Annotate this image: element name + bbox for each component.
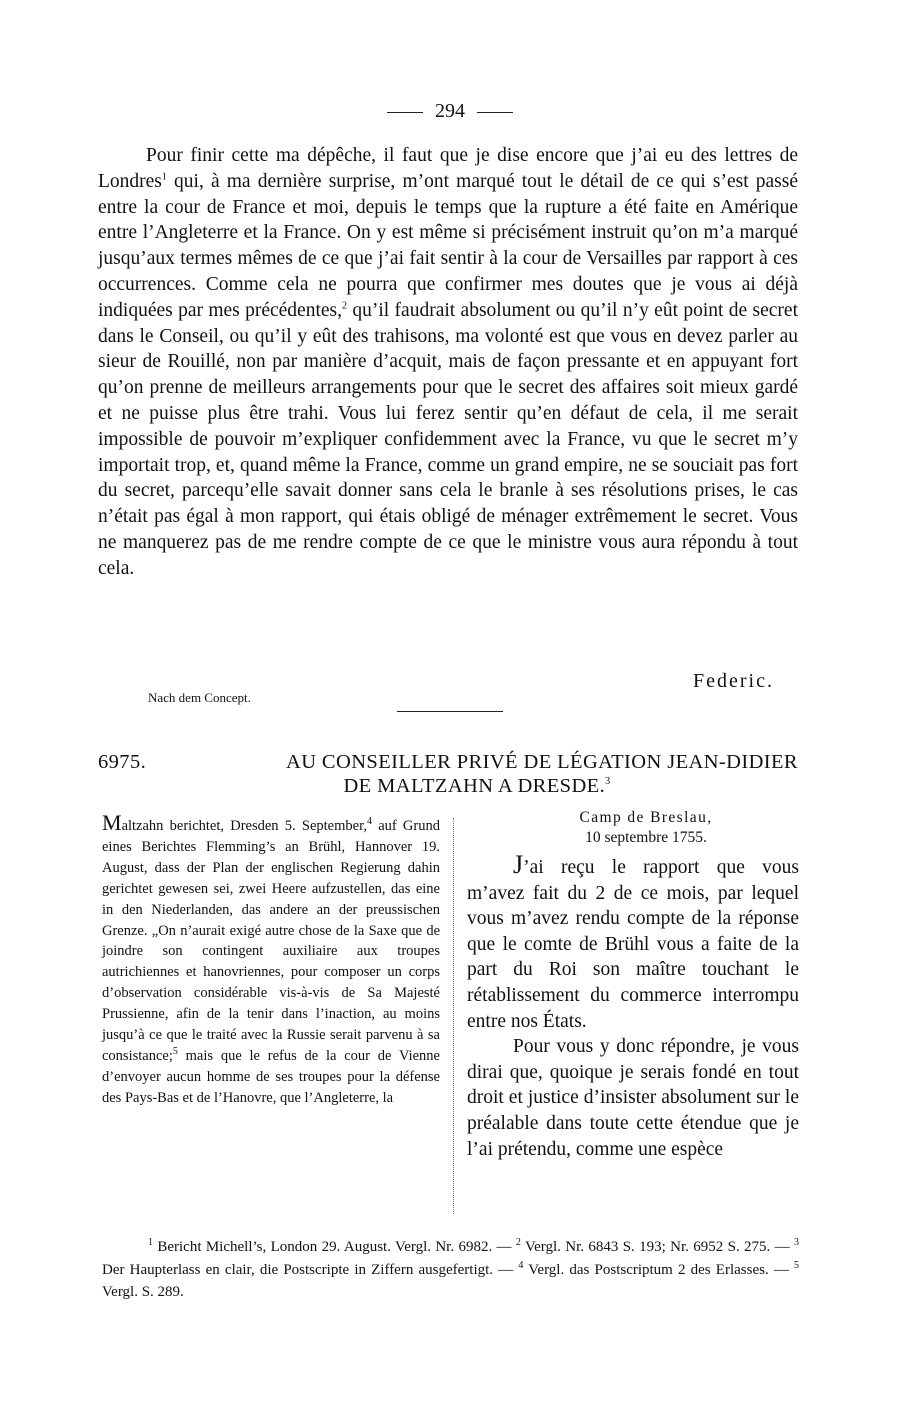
signature: Federic.	[693, 670, 774, 692]
page-number	[0, 100, 900, 123]
footnote-ref-2: 2	[342, 300, 348, 312]
document-number: 6975.	[98, 751, 147, 773]
summary-text-b: auf Grund eines Berichtes Flemming’s an Brühl, Hannover 19. August, dass der Plan der englischen Regierung dahin gerichtet gewesen sei, zwei Heere aufzustellen, das eine in den Niederlanden, das andere an der preussischen Grenze. „On n’aurait exigé autre chose de la Saxe que de joindre son contingent auxiliaire aux troupes autrichiennes et hanovriennes, pour composer un corps d’observation considérable vis-à-vis de Sa Majesté Prussienne, afin de la tenir dans l’inaction, au moins jusqu’à ce que le traité avec la Russie serait parvenu à sa consistance;	[102, 818, 440, 1064]
footnote-2-text: Vergl. Nr. 6843 S. 193; Nr. 6952 S. 275. —	[520, 1239, 794, 1255]
document-heading	[98, 750, 798, 798]
footnote-block	[102, 1236, 799, 1304]
reply-paragraph-2: Pour vous y donc répondre, je vous dirai que, quoique je serais fondé en tout droit et justice d’insister absolument sur le préalable dans toute cette étendue que je l’ai prétendu, comme une espèce	[467, 1036, 799, 1160]
footnotes	[102, 1236, 799, 1304]
page-number-text: 294	[435, 100, 465, 122]
summary-text-c: mais que le refus de la cour de Vienne d’envoyer aucun homme de ses troupes pour la défense des Pays-Bas et de l’Hanovre, que l’Angleterre, la	[102, 1047, 440, 1106]
heading-title-line-2: DE MALTZAHN A DRESDE.	[343, 775, 606, 797]
footnote-5-marker: 5	[794, 1259, 800, 1271]
section-divider	[397, 711, 503, 712]
dateline	[467, 808, 799, 848]
source-note: Nach dem Concept.	[148, 690, 251, 705]
summary-initial: M	[102, 810, 122, 835]
footnote-4-text: Vergl. das Postscriptum 2 des Erlasses. —	[523, 1261, 795, 1278]
footnote-1-marker: 1	[148, 1237, 153, 1248]
heading-line-1	[98, 750, 798, 774]
footnote-ref-1: 1	[161, 171, 167, 183]
letter-paragraph	[98, 143, 798, 582]
reply-text	[467, 852, 799, 1162]
footnote-5-text: Vergl. S. 289.	[102, 1284, 184, 1300]
reply-paragraph-1-text: ’ai reçu le rapport que vous m’avez fait du 2 de ce mois, par lequel vous m’avez rendu compte de la réponse que le comte de Brühl vous a faite de la part du Roi son maître touchant le rétablissement du commerce interrompu entre nos États.	[467, 857, 799, 1032]
dateline-place: Camp de Breslau,	[579, 809, 713, 826]
column-divider	[453, 818, 454, 1214]
footnote-ref-5: 5	[172, 1046, 178, 1058]
footnote-2-marker: 2	[515, 1237, 521, 1248]
letter-text-a: Pour finir cette ma dépêche, il faut que je dise encore que j’ai eu des lettres de Londres	[98, 145, 798, 192]
footnote-ref-4: 4	[366, 816, 372, 828]
summary-column	[102, 810, 440, 1109]
heading-line-2	[98, 774, 798, 798]
summary-text-a: altzahn berichtet, Dresden 5. September,	[121, 818, 367, 834]
reply-initial: J	[513, 850, 524, 879]
letter-body	[98, 143, 798, 582]
letter-text-c: qu’il faudrait absolument ou qu’il n’y eût point de secret dans le Conseil, ou qu’il y eût des trahisons, ma volonté est que vous en devez parler au sieur de Rouillé, non par manière d’acquit, mais de façon pressante et en appuyant fort qu’on prenne de meilleurs arrangements pour que le secret des affaires soit mieux gardé et ne puisse plus être trahi. Vous lui ferez sentir qu’en défaut de cela, il me serait impossible de pouvoir m’expliquer confidemment avec la France, vu que le secret m’y importait trop, et, quand même la France, comme un grand empire, ne se souciait pas fort du secret, parcequ’elle savait donner sans cela le branle à ses résolutions prises, le cas n’était pas égal à mon rapport, qui étais obligé de ménager extrêmement le secret. Vous ne manquerez pas de me rendre compte de ce que le ministre vous aura répondu à tout cela.	[98, 299, 799, 579]
footnote-3-marker: 3	[794, 1237, 799, 1248]
page-number-left-dash	[387, 112, 423, 113]
reply-paragraph-1	[467, 852, 799, 1034]
footnote-4-marker: 4	[518, 1259, 524, 1271]
footnote-1-text: Bericht Michell’s, London 29. August. Vergl. Nr. 6982. —	[153, 1239, 516, 1255]
footnote-ref-3: 3	[605, 776, 611, 788]
letter-text-b: qui, à ma dernière surprise, m’ont marqué tout le détail de ce qui s’est passé entre la cour de France et moi, depuis le temps que la rupture a été faite en Amérique entre l’Angleterre et la France. On y est même si précisément instruit qu’on m’a marqué jusqu’aux termes mêmes de ce que j’ai fait sentir à la cour de Versailles par rapport à ces occurrences. Comme cela ne pourra que confirmer mes doutes que je vous ai déjà indiquées par mes précédentes,	[98, 170, 798, 321]
footnote-3-text: Der Haupterlass en clair, die Postscripte in Ziffern ausgefertigt. —	[102, 1261, 519, 1278]
heading-title-line-1: AU CONSEILLER PRIVÉ DE LÉGATION JEAN-DIDIER	[286, 751, 798, 773]
page-number-right-dash	[477, 112, 513, 113]
dateline-date: 10 septembre 1755.	[585, 829, 707, 846]
reply-column	[467, 808, 799, 1162]
